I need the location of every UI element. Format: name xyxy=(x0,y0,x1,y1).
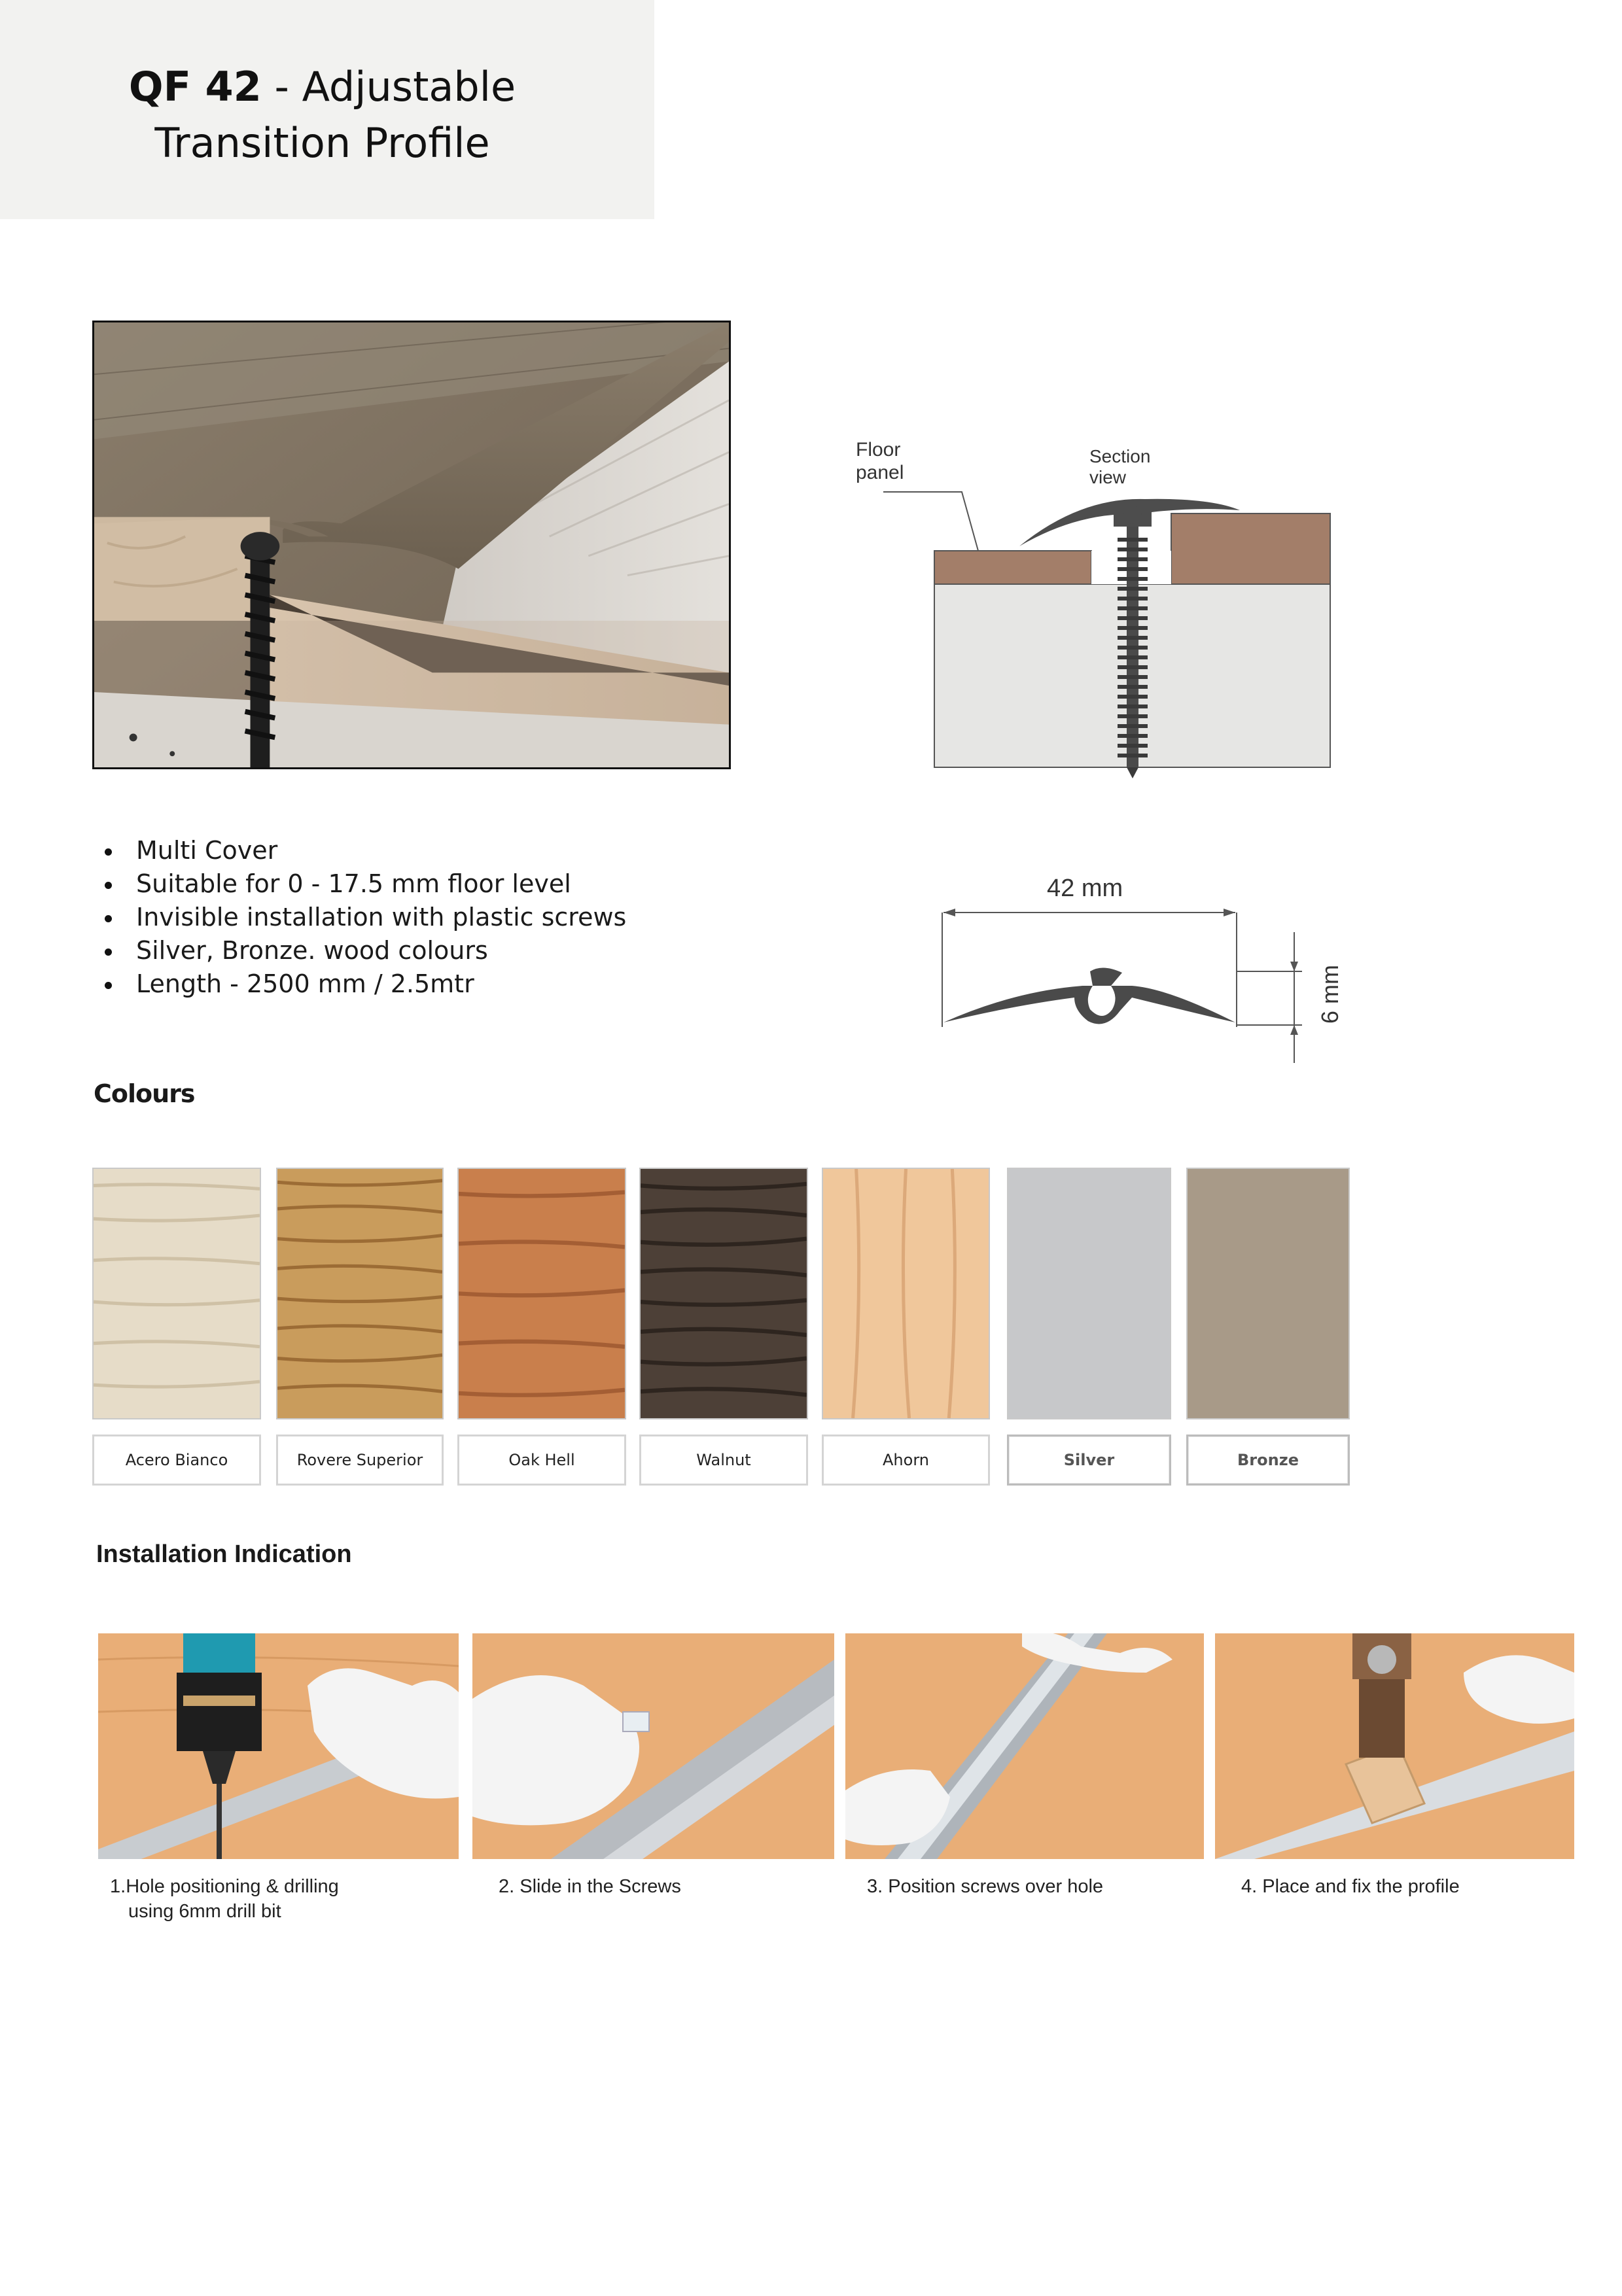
profile-silhouette xyxy=(943,986,1235,1024)
floor-panel-high xyxy=(1171,513,1330,584)
floor-panel-leader xyxy=(883,492,978,551)
dimension-diagram xyxy=(936,867,1381,1063)
feature-item: Invisible installation with plastic screws xyxy=(101,901,854,934)
svg-text:Section xyxy=(1089,446,1150,466)
section-view-label-1: Section xyxy=(1089,446,1151,466)
height-dimension-label: 6 mm xyxy=(1316,965,1343,1024)
step-1-text: Hole positioning & drilling xyxy=(126,1876,339,1897)
swatch-label-rovere-superior: Rovere Superior xyxy=(276,1435,444,1486)
floor-panel-label-1: Floor xyxy=(856,439,901,461)
step-2-caption: 2. Slide in the Screws xyxy=(499,1876,681,1897)
swatch-silver xyxy=(1007,1168,1171,1419)
installation-heading: Installation Indication xyxy=(96,1540,352,1568)
step-4-caption: 4. Place and fix the profile xyxy=(1241,1876,1460,1897)
section-view-label-2: view xyxy=(1089,467,1127,487)
swatch-label-silver: Silver xyxy=(1007,1435,1171,1486)
swatch-label-bronze: Bronze xyxy=(1186,1435,1350,1486)
svg-text:view xyxy=(1089,467,1127,487)
step-1-text-line-2: using 6mm drill bit xyxy=(128,1901,281,1922)
swatch-acero-bianco xyxy=(92,1168,261,1419)
step-1-number: 1. xyxy=(110,1876,126,1897)
swatch-rovere-superior xyxy=(276,1168,444,1419)
width-dimension-label: 42 mm xyxy=(1047,875,1123,902)
floor-panel-low xyxy=(934,551,1091,584)
swatch-label-oak-hell: Oak Hell xyxy=(457,1435,626,1486)
step-3-photo xyxy=(845,1633,1204,1859)
step-1-photo xyxy=(98,1633,459,1859)
step-1-caption xyxy=(110,1874,450,1924)
swatch-label-walnut: Walnut xyxy=(639,1435,808,1486)
colours-heading: Colours xyxy=(94,1079,195,1108)
section-diagram xyxy=(844,435,1381,788)
swatch-oak-hell xyxy=(457,1168,626,1419)
step-3-caption: 3. Position screws over hole xyxy=(867,1876,1104,1897)
floor-panel-label-2: panel xyxy=(856,462,904,483)
feature-item: Multi Cover xyxy=(101,834,854,867)
svg-text:panel xyxy=(856,462,904,483)
feature-list xyxy=(101,834,854,1001)
swatch-label-ahorn: Ahorn xyxy=(822,1435,990,1486)
page-title xyxy=(0,59,644,171)
swatch-label-acero-bianco: Acero Bianco xyxy=(92,1435,261,1486)
title-descriptor: - Adjustable xyxy=(261,63,516,111)
product-photo xyxy=(92,321,731,769)
step-2-photo xyxy=(472,1633,834,1859)
feature-item: Length - 2500 mm / 2.5mtr xyxy=(101,967,854,1001)
svg-text:Floor xyxy=(856,439,900,461)
swatch-ahorn xyxy=(822,1168,990,1419)
swatch-bronze xyxy=(1186,1168,1350,1419)
svg-text:6 mm xyxy=(1316,965,1343,1024)
title-block xyxy=(0,0,654,219)
step-4-photo xyxy=(1215,1633,1574,1859)
feature-item: Silver, Bronze. wood colours xyxy=(101,934,854,967)
title-model: QF 42 xyxy=(128,63,262,111)
swatch-walnut xyxy=(639,1168,808,1419)
title-line-2: Transition Profile xyxy=(154,119,490,167)
feature-item: Suitable for 0 - 17.5 mm floor level xyxy=(101,867,854,901)
svg-text:42 mm xyxy=(1047,875,1123,902)
